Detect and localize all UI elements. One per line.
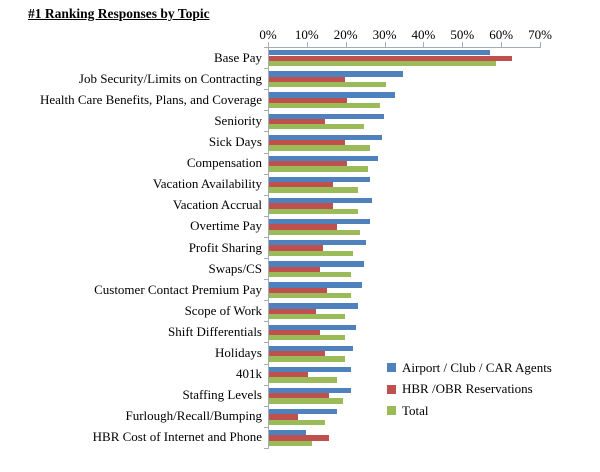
y-axis-tick-mark — [264, 406, 268, 407]
y-axis-tick-mark — [264, 258, 268, 259]
category-label: Sick Days — [208, 133, 262, 149]
total-bar — [269, 420, 325, 425]
category-label: Swaps/CS — [208, 260, 262, 276]
hbr-obr-reservations-swatch-icon — [387, 385, 396, 394]
x-axis-tick-label: 60% — [489, 27, 514, 42]
total-bar — [269, 293, 351, 298]
category-label: Holidays — [215, 345, 262, 361]
x-axis-tick-label: 20% — [333, 27, 358, 42]
total-bar — [269, 230, 360, 235]
airport-club-car-agents-swatch-icon — [387, 363, 396, 372]
legend-label-airport-club-car-agents: Airport / Club / CAR Agents — [402, 359, 552, 375]
total-bar — [269, 166, 368, 171]
total-bar — [269, 441, 312, 446]
y-axis-tick-mark — [264, 89, 268, 90]
legend-row-airport-club-car-agents — [387, 357, 552, 379]
category-label: Profit Sharing — [188, 239, 262, 255]
total-swatch-icon — [387, 406, 396, 415]
legend-row-hbr-obr-reservations — [387, 379, 552, 401]
x-axis-tick-mark — [501, 42, 502, 47]
category-label: Overtime Pay — [190, 218, 262, 234]
x-axis-tick-label: 70% — [528, 27, 552, 42]
y-axis-tick-mark — [264, 216, 268, 217]
x-axis-tick-mark — [268, 42, 269, 47]
total-bar — [269, 145, 370, 150]
total-bar — [269, 314, 345, 319]
y-axis-tick-mark — [264, 110, 268, 111]
total-bar — [269, 209, 358, 214]
category-label: HBR Cost of Internet and Phone — [92, 429, 262, 445]
y-axis-tick-mark — [264, 174, 268, 175]
y-axis-tick-mark — [264, 427, 268, 428]
y-axis-tick-mark — [264, 448, 268, 449]
y-axis-tick-mark — [264, 385, 268, 386]
y-axis-tick-mark — [264, 47, 268, 48]
legend — [387, 357, 552, 422]
y-axis-tick-mark — [264, 237, 268, 238]
total-bar — [269, 335, 345, 340]
category-label: Seniority — [214, 112, 262, 128]
category-label: Job Security/Limits on Contracting — [78, 70, 262, 86]
x-axis-tick-mark — [385, 42, 386, 47]
total-bar — [269, 61, 496, 66]
total-bar — [269, 377, 337, 382]
legend-label-total: Total — [402, 402, 429, 418]
y-axis-tick-mark — [264, 342, 268, 343]
x-axis-tick-label: 40% — [411, 27, 436, 42]
y-axis-tick-mark — [264, 153, 268, 154]
y-axis-tick-mark — [264, 131, 268, 132]
total-bar — [269, 251, 353, 256]
legend-row-total — [387, 400, 552, 422]
total-bar — [269, 356, 345, 361]
category-label: Scope of Work — [184, 302, 262, 318]
category-label: Furlough/Recall/Bumping — [125, 408, 262, 424]
category-label: Staffing Levels — [182, 387, 262, 403]
total-bar — [269, 398, 343, 403]
x-axis-tick-label: 0% — [259, 27, 277, 42]
chart-title: #1 Ranking Responses by Topic — [28, 6, 210, 21]
y-axis-tick-mark — [264, 321, 268, 322]
y-axis-tick-mark — [264, 195, 268, 196]
x-axis-tick-mark — [462, 42, 463, 47]
x-axis-tick-label: 50% — [450, 27, 475, 42]
category-label: Customer Contact Premium Pay — [94, 281, 262, 297]
x-axis-tick-label: 30% — [372, 27, 397, 42]
legend-label-hbr-obr-reservations: HBR /OBR Reservations — [402, 381, 533, 397]
category-label: Health Care Benefits, Plans, and Coverage — [39, 91, 262, 107]
total-bar — [269, 272, 351, 277]
y-axis-tick-mark — [264, 279, 268, 280]
category-label: Base Pay — [213, 49, 262, 65]
category-label: Shift Differentials — [168, 323, 262, 339]
category-label: Vacation Accrual — [172, 197, 262, 213]
category-label: Vacation Availability — [152, 176, 262, 192]
x-axis-tick-mark — [346, 42, 347, 47]
category-label: Compensation — [186, 155, 262, 171]
total-bar — [269, 187, 358, 192]
total-bar — [269, 103, 380, 108]
x-axis-tick-mark — [540, 42, 541, 47]
category-label: 401k — [236, 366, 262, 382]
x-axis-tick-mark — [423, 42, 424, 47]
x-axis-tick-mark — [307, 42, 308, 47]
total-bar — [269, 124, 364, 129]
total-bar — [269, 82, 386, 87]
y-axis-tick-mark — [264, 364, 268, 365]
x-axis-tick-label: 10% — [294, 27, 319, 42]
y-axis-tick-mark — [264, 68, 268, 69]
y-axis-tick-mark — [264, 300, 268, 301]
